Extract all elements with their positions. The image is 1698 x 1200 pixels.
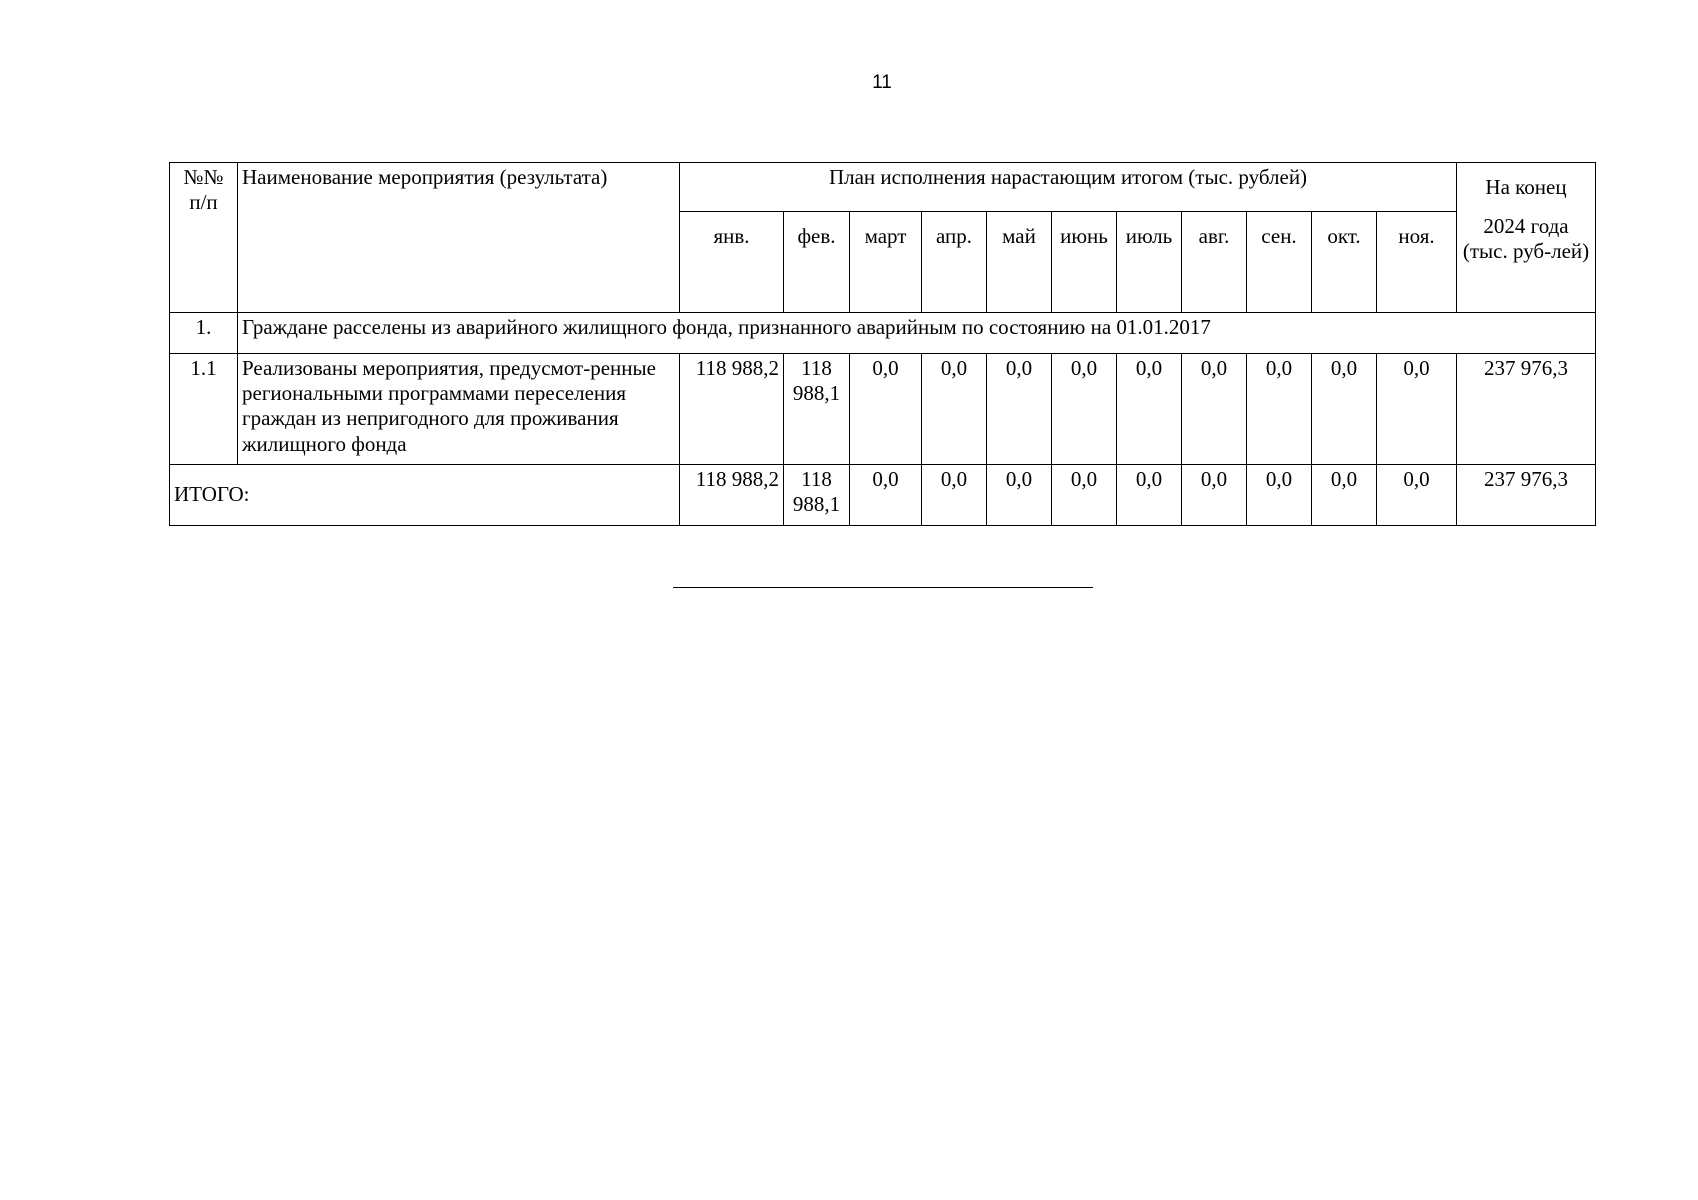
item-value: 118 988,2 xyxy=(680,354,784,465)
month-header: июнь xyxy=(1052,212,1117,313)
total-value: 0,0 xyxy=(1117,465,1182,526)
item-value: 0,0 xyxy=(1117,354,1182,465)
item-value: 0,0 xyxy=(987,354,1052,465)
total-value: 0,0 xyxy=(1182,465,1247,526)
total-value: 118 988,2 xyxy=(680,465,784,526)
month-header: ноя. xyxy=(1377,212,1457,313)
total-value: 0,0 xyxy=(1052,465,1117,526)
total-value: 0,0 xyxy=(1312,465,1377,526)
total-end-value: 237 976,3 xyxy=(1457,465,1596,526)
total-value: 0,0 xyxy=(850,465,922,526)
total-value: 0,0 xyxy=(922,465,987,526)
plan-table xyxy=(169,162,1596,526)
total-value: 0,0 xyxy=(1377,465,1457,526)
total-value: 0,0 xyxy=(1247,465,1312,526)
item-value: 0,0 xyxy=(1377,354,1457,465)
month-header: авг. xyxy=(1182,212,1247,313)
item-value: 0,0 xyxy=(922,354,987,465)
header-end-bottom: 2024 года (тыс. руб-лей) xyxy=(1457,212,1596,313)
closing-rule xyxy=(673,587,1093,588)
month-header: март xyxy=(850,212,922,313)
item-value: 118 988,1 xyxy=(784,354,850,465)
item-value: 0,0 xyxy=(1312,354,1377,465)
month-header: сен. xyxy=(1247,212,1312,313)
header-end-top: На конец xyxy=(1457,163,1596,212)
month-header: апр. xyxy=(922,212,987,313)
item-value: 0,0 xyxy=(850,354,922,465)
total-row xyxy=(170,465,1596,526)
item-value: 0,0 xyxy=(1182,354,1247,465)
header-row-top xyxy=(170,163,1596,212)
month-header: июль xyxy=(1117,212,1182,313)
section-num: 1. xyxy=(170,313,238,354)
item-value: 0,0 xyxy=(1052,354,1117,465)
total-label: ИТОГО: xyxy=(170,465,680,526)
page-number: 11 xyxy=(872,72,892,93)
total-value: 118 988,1 xyxy=(784,465,850,526)
month-header: янв. xyxy=(680,212,784,313)
month-header: фев. xyxy=(784,212,850,313)
total-value: 0,0 xyxy=(987,465,1052,526)
item-end-value: 237 976,3 xyxy=(1457,354,1596,465)
header-name: Наименование мероприятия (результата) xyxy=(238,163,680,313)
header-num: №№ п/п xyxy=(170,163,238,313)
item-name: Реализованы мероприятия, предусмот-ренные региональными программами переселения граждан из непригодного для проживания жилищного фонда xyxy=(238,354,680,465)
month-header: окт. xyxy=(1312,212,1377,313)
table-row xyxy=(170,354,1596,465)
section-title: Граждане расселены из аварийного жилищного фонда, признанного аварийным по состоянию на 01.01.2017 xyxy=(238,313,1596,354)
month-header: май xyxy=(987,212,1052,313)
section-row xyxy=(170,313,1596,354)
header-plan-group: План исполнения нарастающим итогом (тыс. рублей) xyxy=(680,163,1457,212)
item-num: 1.1 xyxy=(170,354,238,465)
item-value: 0,0 xyxy=(1247,354,1312,465)
